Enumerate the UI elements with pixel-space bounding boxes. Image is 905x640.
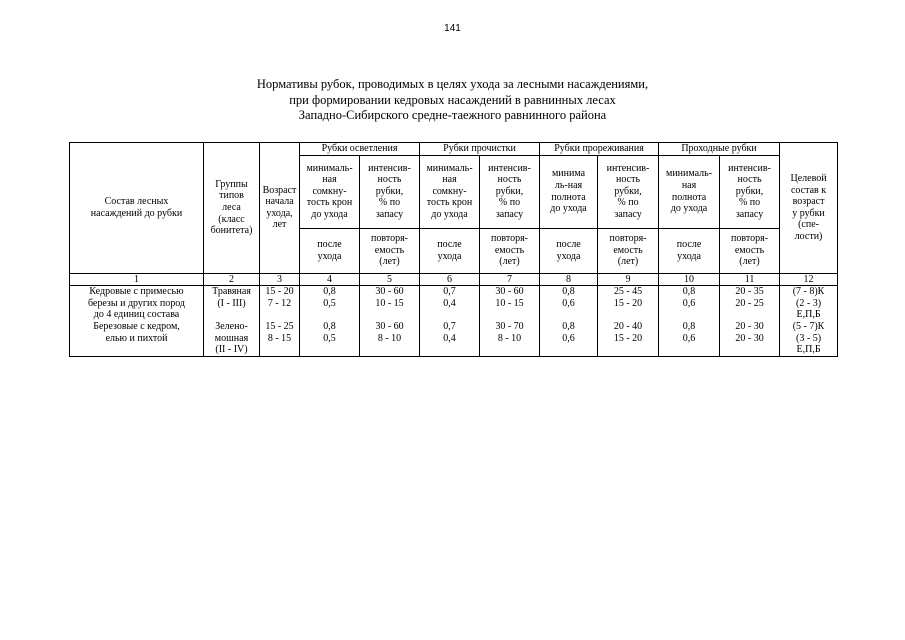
cell-line: 0,6 <box>682 332 696 344</box>
cell-c4 <box>300 286 360 321</box>
cell-c7 <box>480 286 540 321</box>
header-after-c6 <box>420 228 480 273</box>
cell-age <box>260 321 300 356</box>
column-number: 5 <box>360 273 420 286</box>
cell-line: интенсив- <box>606 162 650 174</box>
header-row-groups <box>70 143 838 156</box>
cell-line: до ухода <box>670 203 708 215</box>
cell-line: (II - IV) <box>215 344 248 356</box>
cell-line: после <box>317 239 342 250</box>
cell-line: Зелено- <box>215 320 248 332</box>
header-group-cleaning: Рубки прочистки <box>420 143 540 156</box>
cell-line: повторя- <box>731 233 769 245</box>
column-number: 4 <box>300 273 360 286</box>
cell-line: 30 - 60 <box>375 286 404 298</box>
cell-line: ухода <box>556 250 581 262</box>
cell-line: 0,5 <box>323 297 336 309</box>
header-c7 <box>480 155 540 228</box>
cell-line: 8 - 15 <box>267 332 292 344</box>
cell-line: интенсив- <box>728 162 771 174</box>
cell-line: 15 - 20 <box>613 332 643 344</box>
cell-line: повторя- <box>371 233 408 245</box>
cell-target <box>780 321 838 356</box>
cell-line: возраст <box>792 196 825 208</box>
cell-line: ухода <box>317 250 342 262</box>
cell-target <box>780 286 838 321</box>
cell-line: тость крон <box>306 197 353 209</box>
cell-line: (лет) <box>499 256 520 268</box>
cell-line: начала <box>265 196 294 208</box>
cell-line: рубки, <box>614 185 642 197</box>
column-number: 3 <box>260 273 300 286</box>
cell-line: емость <box>494 244 525 256</box>
cell-line: лет <box>272 219 287 231</box>
cell-line: запасу <box>614 208 642 220</box>
header-c8 <box>540 155 598 228</box>
cell-line: 30 - 70 <box>495 320 524 332</box>
header-repeat-c7 <box>480 228 540 273</box>
header-c10 <box>659 155 720 228</box>
cell-line: (3 - 5) <box>796 332 822 344</box>
cell-line: ность <box>497 174 522 186</box>
cell-line: (спе- <box>798 219 819 231</box>
column-number: 10 <box>659 273 720 286</box>
cell-line: до ухода <box>311 208 348 220</box>
cell-line: ная <box>442 174 457 186</box>
cell-line: ухода <box>677 250 701 262</box>
title-line-3: Западно-Сибирского средне-таежного равнинного района <box>298 108 607 122</box>
cell-line: 0,7 <box>443 320 456 332</box>
cell-line: (лет) <box>379 256 400 268</box>
cell-line: минималь- <box>306 162 353 174</box>
cell-line: 0,6 <box>562 332 575 344</box>
cell-line: (7 - 8)К <box>792 286 825 298</box>
column-number: 7 <box>480 273 540 286</box>
cell-line: Целевой <box>790 173 827 185</box>
cell-line: 25 - 45 <box>613 286 643 298</box>
cell-c9 <box>598 286 659 321</box>
cell-line: полнота <box>671 191 707 203</box>
header-composition <box>70 143 204 274</box>
column-number: 8 <box>540 273 598 286</box>
cell-line: (I - III) <box>217 297 246 309</box>
cell-line: емость <box>734 244 765 256</box>
cell-line: 7 - 12 <box>267 297 292 309</box>
cell-line: 0,6 <box>562 297 575 309</box>
cell-line: емость <box>613 244 643 256</box>
header-repeat-c5 <box>360 228 420 273</box>
table-row-birch <box>70 321 838 356</box>
document-title <box>0 77 905 124</box>
cell-line: у рубки <box>792 207 825 219</box>
cell-composition <box>70 321 204 356</box>
cell-line: 15 - 25 <box>265 320 294 332</box>
column-number: 6 <box>420 273 480 286</box>
cell-line: полнота <box>551 191 586 203</box>
column-number: 1 <box>70 273 204 286</box>
cell-line: запасу <box>495 208 524 220</box>
column-number: 12 <box>780 273 838 286</box>
column-number: 2 <box>204 273 260 286</box>
cell-line: (5 - 7)К <box>792 320 825 332</box>
cell-age <box>260 286 300 321</box>
cell-line: (лет) <box>617 256 639 268</box>
cell-line: бонитета) <box>210 225 253 237</box>
cell-line: ухода, <box>266 207 293 219</box>
cell-line: % по <box>738 197 761 209</box>
cell-line: мошная <box>214 332 249 344</box>
cell-line: 0,4 <box>443 332 456 344</box>
cell-c10 <box>659 321 720 356</box>
cell-line: Возраст <box>262 184 297 196</box>
cell-c8 <box>540 286 598 321</box>
cell-forest-type <box>204 321 260 356</box>
cell-line: Состав лесных <box>104 196 169 208</box>
header-group-passage: Проходные рубки <box>659 143 780 156</box>
cell-line: ль-ная <box>554 180 583 191</box>
cell-line: Е,П,Б <box>796 309 821 321</box>
cell-c7 <box>480 321 540 356</box>
cell-line: лости) <box>794 230 823 242</box>
cell-line: 20 - 35 <box>735 286 764 298</box>
header-c11 <box>720 155 780 228</box>
norms-table <box>69 142 838 357</box>
cell-line: после <box>437 239 462 250</box>
cell-line: 0,4 <box>443 297 456 309</box>
cell-line: (лет) <box>739 256 760 268</box>
cell-composition <box>70 286 204 321</box>
cell-line: ная <box>681 180 697 191</box>
cell-line: рубки, <box>375 185 404 197</box>
cell-line: минима <box>551 168 586 180</box>
header-after-c8 <box>540 228 598 273</box>
cell-line: после <box>556 239 581 250</box>
column-number: 9 <box>598 273 659 286</box>
cell-line: Кедровые с примесью <box>89 286 184 298</box>
cell-line: % по <box>498 197 521 209</box>
cell-line: (2 - 3) <box>796 297 822 309</box>
page-number: 141 <box>444 23 461 34</box>
column-number-row <box>70 273 838 286</box>
cell-line: 20 - 30 <box>735 320 764 332</box>
cell-line: интенсив- <box>368 162 411 174</box>
cell-line: ухода <box>437 250 462 262</box>
header-group-clearing: Рубки осветления <box>300 143 420 156</box>
cell-line: повторя- <box>491 233 528 245</box>
cell-line: запасу <box>375 208 404 220</box>
cell-c4 <box>300 321 360 356</box>
cell-line: 0,5 <box>323 332 336 344</box>
cell-line: емость <box>374 244 405 256</box>
cell-line: 15 - 20 <box>265 286 294 298</box>
cell-line: повторя- <box>609 233 647 245</box>
cell-c11 <box>720 321 780 356</box>
table-row-cedar <box>70 286 838 321</box>
cell-line: Группы <box>215 178 248 190</box>
header-c5 <box>360 155 420 228</box>
title-line-1: Нормативы рубок, проводимых в целях ухода за лесными насаждениями, <box>256 77 649 91</box>
cell-line: минималь- <box>666 168 713 180</box>
cell-line: ность <box>616 174 641 186</box>
header-repeat-c9 <box>598 228 659 273</box>
header-target <box>780 143 838 274</box>
cell-line: % по <box>378 197 401 209</box>
column-number: 11 <box>720 273 780 286</box>
title-line-2: при формировании кедровых насаждений в равнинных лесах <box>289 92 616 107</box>
cell-line: Березовые с кедром, <box>93 320 180 332</box>
cell-line: 0,8 <box>323 320 336 332</box>
cell-line: (класс <box>218 213 245 225</box>
header-after-c4 <box>300 228 360 273</box>
header-after-c10 <box>659 228 720 273</box>
cell-line: до 4 единиц состава <box>93 309 180 321</box>
header-age <box>260 143 300 274</box>
header-c4 <box>300 155 360 228</box>
cell-line: ная <box>322 174 337 186</box>
cell-c6 <box>420 286 480 321</box>
cell-line: интенсив- <box>488 162 531 174</box>
cell-line: % по <box>617 197 639 209</box>
cell-line: тость крон <box>426 197 473 209</box>
cell-line: состав к <box>790 184 827 196</box>
cell-line: Травяная <box>212 286 251 298</box>
cell-c6 <box>420 321 480 356</box>
cell-line: минималь- <box>426 162 473 174</box>
cell-line: ность <box>377 174 402 186</box>
cell-line: 30 - 60 <box>375 320 404 332</box>
cell-line: 20 - 25 <box>735 297 764 309</box>
cell-line: 15 - 20 <box>613 297 643 309</box>
cell-forest-type <box>204 286 260 321</box>
cell-line: 0,8 <box>323 286 336 298</box>
cell-line: типов <box>219 190 244 202</box>
cell-line: Е,П,Б <box>796 344 821 356</box>
cell-line: 8 - 10 <box>377 332 402 344</box>
cell-line: 8 - 10 <box>497 332 522 344</box>
cell-line: запасу <box>735 208 764 220</box>
cell-line: до ухода <box>431 208 468 220</box>
cell-line: 0,8 <box>682 320 696 332</box>
cell-line: елью и пихтой <box>105 332 168 344</box>
header-repeat-c11 <box>720 228 780 273</box>
cell-line: 0,8 <box>562 286 575 298</box>
cell-c5 <box>360 321 420 356</box>
cell-line: 10 - 15 <box>375 297 404 309</box>
cell-line: 0,6 <box>682 297 696 309</box>
cell-c8 <box>540 321 598 356</box>
cell-line: рубки, <box>735 185 764 197</box>
cell-c9 <box>598 321 659 356</box>
cell-line: 30 - 60 <box>495 286 524 298</box>
cell-line: леса <box>222 202 241 213</box>
cell-line: сомкну- <box>312 185 347 197</box>
header-forest-types <box>204 143 260 274</box>
cell-line: ность <box>737 174 762 186</box>
cell-line: рубки, <box>495 185 524 197</box>
cell-line: после <box>676 239 702 250</box>
cell-line: 10 - 15 <box>495 297 524 309</box>
cell-c10 <box>659 286 720 321</box>
cell-line: насаждений до рубки <box>90 207 183 219</box>
cell-line: до ухода <box>550 203 587 215</box>
cell-line: березы и других пород <box>87 297 186 309</box>
cell-line: 20 - 30 <box>735 332 764 344</box>
cell-line: 0,7 <box>443 286 456 298</box>
cell-line: 0,8 <box>682 286 696 298</box>
cell-line: 0,8 <box>562 320 575 332</box>
cell-line: сомкну- <box>432 185 467 197</box>
cell-c11 <box>720 286 780 321</box>
header-c6 <box>420 155 480 228</box>
cell-line: 20 - 40 <box>613 320 643 332</box>
header-group-thinning: Рубки прореживания <box>540 143 659 156</box>
header-c9 <box>598 155 659 228</box>
cell-c5 <box>360 286 420 321</box>
